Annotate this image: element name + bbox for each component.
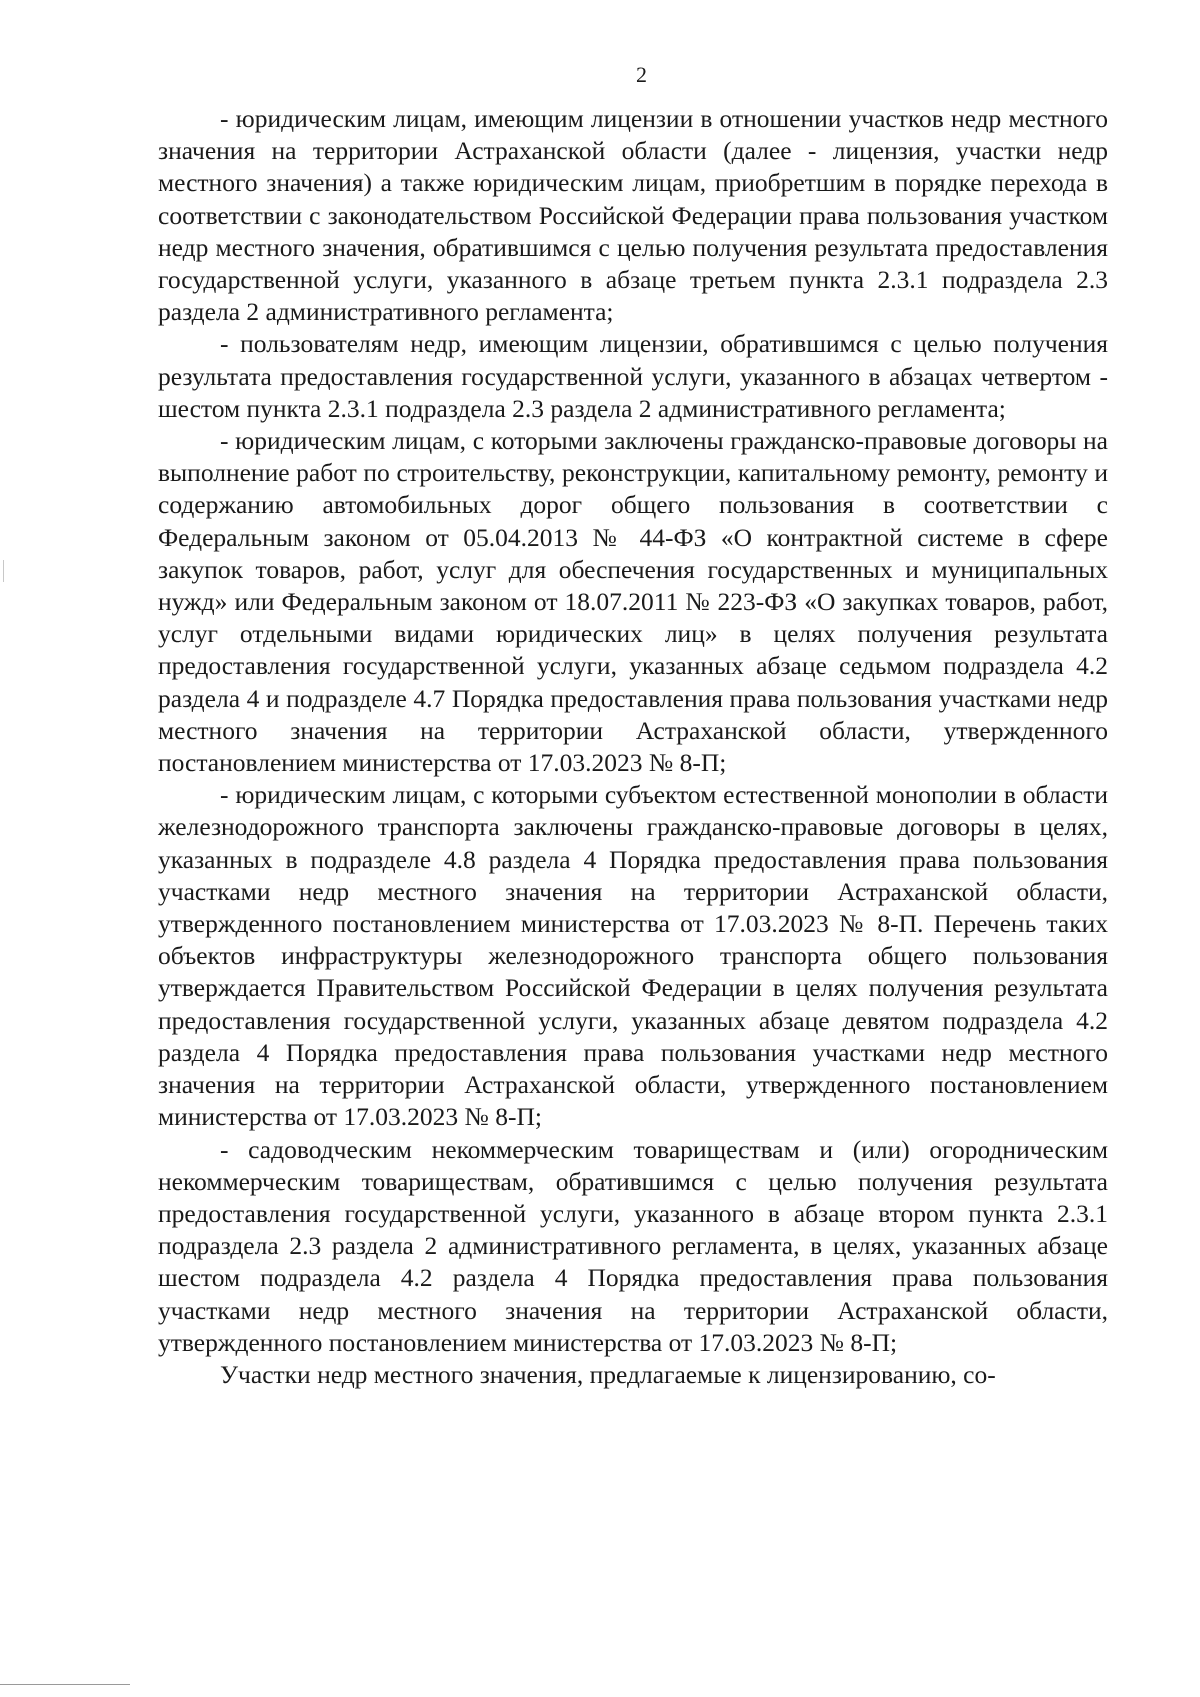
paragraph-subsoil-plots: Участки недр местного значения, предлагаемые к лицензированию, со- <box>220 1359 996 1389</box>
scan-artifact-line <box>0 1684 130 1685</box>
paragraph-railway-contracts: - юридическим лицам, с которыми субъектом естественной монополии в области железнодорожного транспорта заключены гражданско-правовые договоры в целях, указанных в подразделе 4.8 раздела 4 Порядка предоставления права пользования участками недр местного значения на территории Астраханской области, утвержденного постановлением министерства от 17.03.2023 № 8-П. Перечень таких объектов инфраструктуры железнодорожного транспорта общего пользования утверждается Правительством Российской Федерации в целях получения результата предоставления государственной услуги, указанных абзаце девятом подраздела 4.2 раздела 4 Порядка предоставления права пользования участками недр местного значения на территории Астраханской области, утвержденного постановлением министерства от 17.03.2023 № 8-П; <box>158 780 1108 1132</box>
paragraph-road-contracts: - юридическим лицам, с которыми заключены гражданско-правовые договоры на выполнение работ по строительству, реконструкции, капитальному ремонту, ремонту и содержанию автомобильных дорог общего пользования в соответствии с Федеральным законом от 05.04.2013 № 44-ФЗ «О контрактной системе в сфере закупок товаров, работ, услуг для обеспечения государственных и муниципальных нужд» или Федеральным законом от 18.07.2011 № 223-ФЗ «О закупках товаров, работ, услуг отдельными видами юридических лиц» в целях получения результата предоставления государственной услуги, указанных абзаце седьмом подраздела 4.2 раздела 4 и подразделе 4.7 Порядка предоставления права пользования участками недр местного значения на территории Астраханской области, утвержденного постановлением министерства от 17.03.2023 № 8-П; <box>158 426 1108 778</box>
paragraph-subsoil-users: - пользователям недр, имеющим лицензии, обратившимся с целью получения результата предоставления государственной услуги, указанного в абзацах четвертом - шестом пункта 2.3.1 подраздела 2.3 раздела 2 административного регламента; <box>158 329 1108 423</box>
paragraph-gardening-partnerships: - садоводческим некоммерческим товариществам и (или) огородническим некоммерческим товариществам, обратившимся с целью получения результата предоставления государственной услуги, указанного в абзаце втором пункта 2.3.1 подраздела 2.3 раздела 2 административного регламента, в целях, указанных абзаце шестом подраздела 4.2 раздела 4 Порядка предоставления права пользования участками недр местного значения на территории Астраханской области, утвержденного постановлением министерства от 17.03.2023 № 8-П; <box>158 1134 1108 1357</box>
document-body <box>158 103 1108 1391</box>
scan-artifact-mark <box>3 560 4 582</box>
page-number: 2 <box>636 62 647 87</box>
paragraph-legal-entities-licenses: - юридическим лицам, имеющим лицензии в отношении участков недр местного значения на территории Астраханской области (далее - лицензия, участки недр местного значения) а также юридическим лицам, приобретшим в порядке перехода в соответствии с законодательством Российской Федерации права пользования участком недр местного значения, обратившимся с целью получения результата предоставления государственной услуги, указанного в абзаце третьем пункта 2.3.1 подраздела 2.3 раздела 2 административного регламента; <box>158 104 1108 327</box>
